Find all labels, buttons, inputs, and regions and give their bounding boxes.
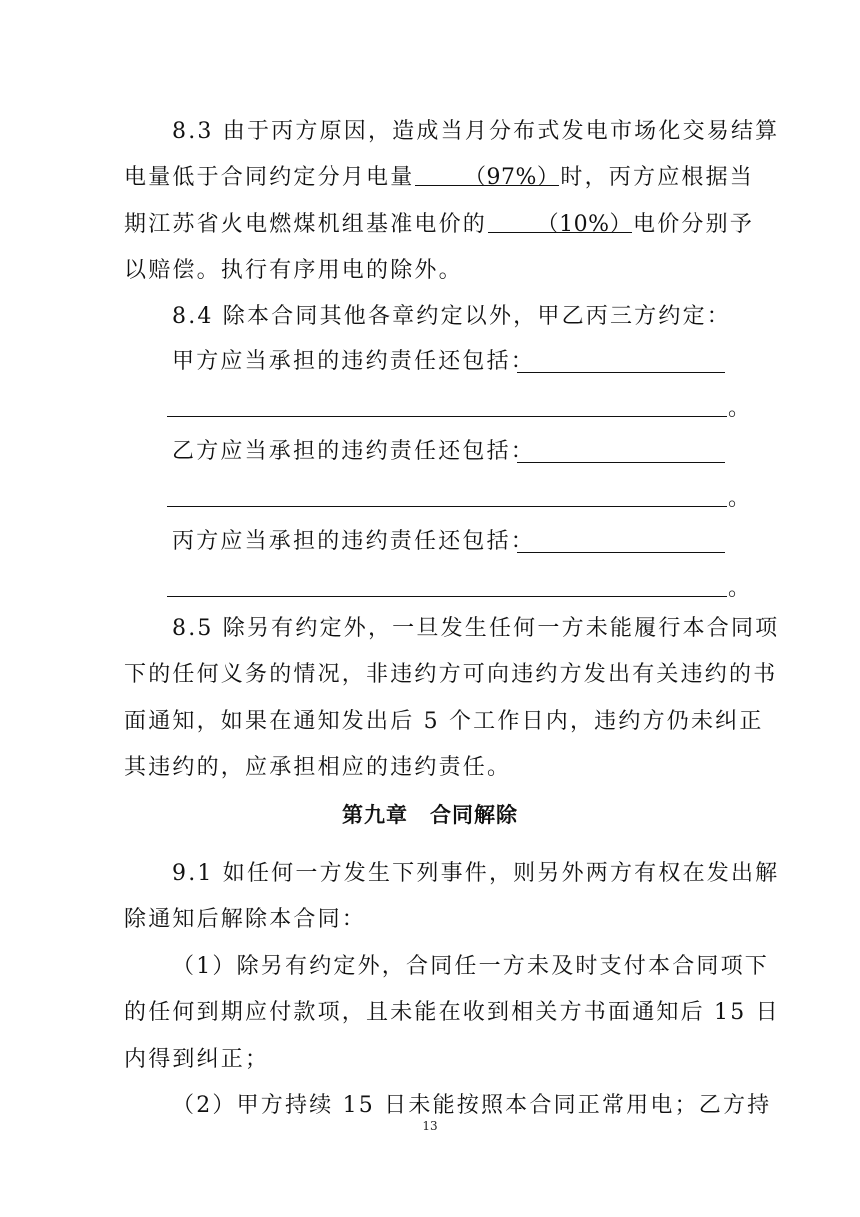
party-c-period: 。 — [728, 576, 751, 601]
clause-8-3-text: 电量低于合同约定分月电量 — [124, 165, 415, 190]
party-a-period: 。 — [728, 396, 751, 421]
party-a-blank-2 — [167, 416, 727, 417]
fill-value-97: （97%） — [464, 165, 560, 190]
clause-8-3-line-1: 8.3 由于丙方原因，造成当月分布式发电市场化交易结算 — [172, 119, 780, 144]
clause-8-4-line-1: 8.4 除本合同其他各章约定以外，甲乙丙三方约定： — [172, 304, 731, 329]
item-1-line-2: 的任何到期应付款项，且未能在收到相关方书面通知后 15 日 — [124, 1000, 780, 1025]
party-b-blank-2 — [167, 506, 727, 507]
party-a-blank-1 — [517, 372, 725, 373]
item-2-line-1: （2）甲方持续 15 日未能按照本合同正常用电；乙方持 — [172, 1093, 772, 1118]
chapter-9-heading: 第九章 合同解除 — [342, 803, 518, 827]
clause-8-5-line-2: 下的任何义务的情况，非违约方可向违约方发出有关违约的书 — [124, 662, 778, 687]
clause-8-3-line-4: 以赔偿。执行有序用电的除外。 — [124, 258, 463, 283]
party-c-liability-label: 丙方应当承担的违约责任还包括： — [172, 529, 536, 554]
party-b-blank-1 — [517, 462, 725, 463]
party-a-liability-label: 甲方应当承担的违约责任还包括： — [172, 349, 536, 374]
clause-8-5-line-3: 面通知，如果在通知发出后 5 个工作日内，违约方仍未纠正 — [124, 709, 764, 734]
clause-8-3-text: 期江苏省火电燃煤机组基准电价的 — [124, 212, 488, 237]
fill-blank-percentage — [488, 210, 633, 237]
clause-8-5-line-4: 其违约的，应承担相应的违约责任。 — [124, 755, 512, 780]
item-1-line-1: （1）除另有约定外，合同任一方未及时支付本合同项下 — [172, 954, 769, 979]
clause-8-3-text: 电价分别予 — [633, 212, 755, 237]
party-c-blank-1 — [517, 552, 725, 553]
clause-8-3-line-2 — [124, 163, 754, 193]
fill-blank-percentage — [415, 163, 560, 190]
party-b-period: 。 — [728, 486, 751, 511]
page-number: 13 — [422, 1119, 438, 1133]
party-c-blank-2 — [167, 596, 727, 597]
clause-8-3-line-3 — [124, 210, 754, 240]
clause-8-5-line-1: 8.5 除另有约定外，一旦发生任何一方未能履行本合同项 — [172, 616, 780, 641]
item-1-line-3: 内得到纠正； — [124, 1047, 270, 1072]
clause-9-1-line-1: 9.1 如任何一方发生下列事件，则另外两方有权在发出解 — [172, 861, 780, 886]
party-b-liability-label: 乙方应当承担的违约责任还包括： — [172, 439, 536, 464]
clause-9-1-line-2: 除通知后解除本合同： — [124, 907, 367, 932]
clause-8-3-text: 时，丙方应根据当 — [560, 165, 755, 190]
fill-value-10: （10%） — [536, 212, 633, 237]
